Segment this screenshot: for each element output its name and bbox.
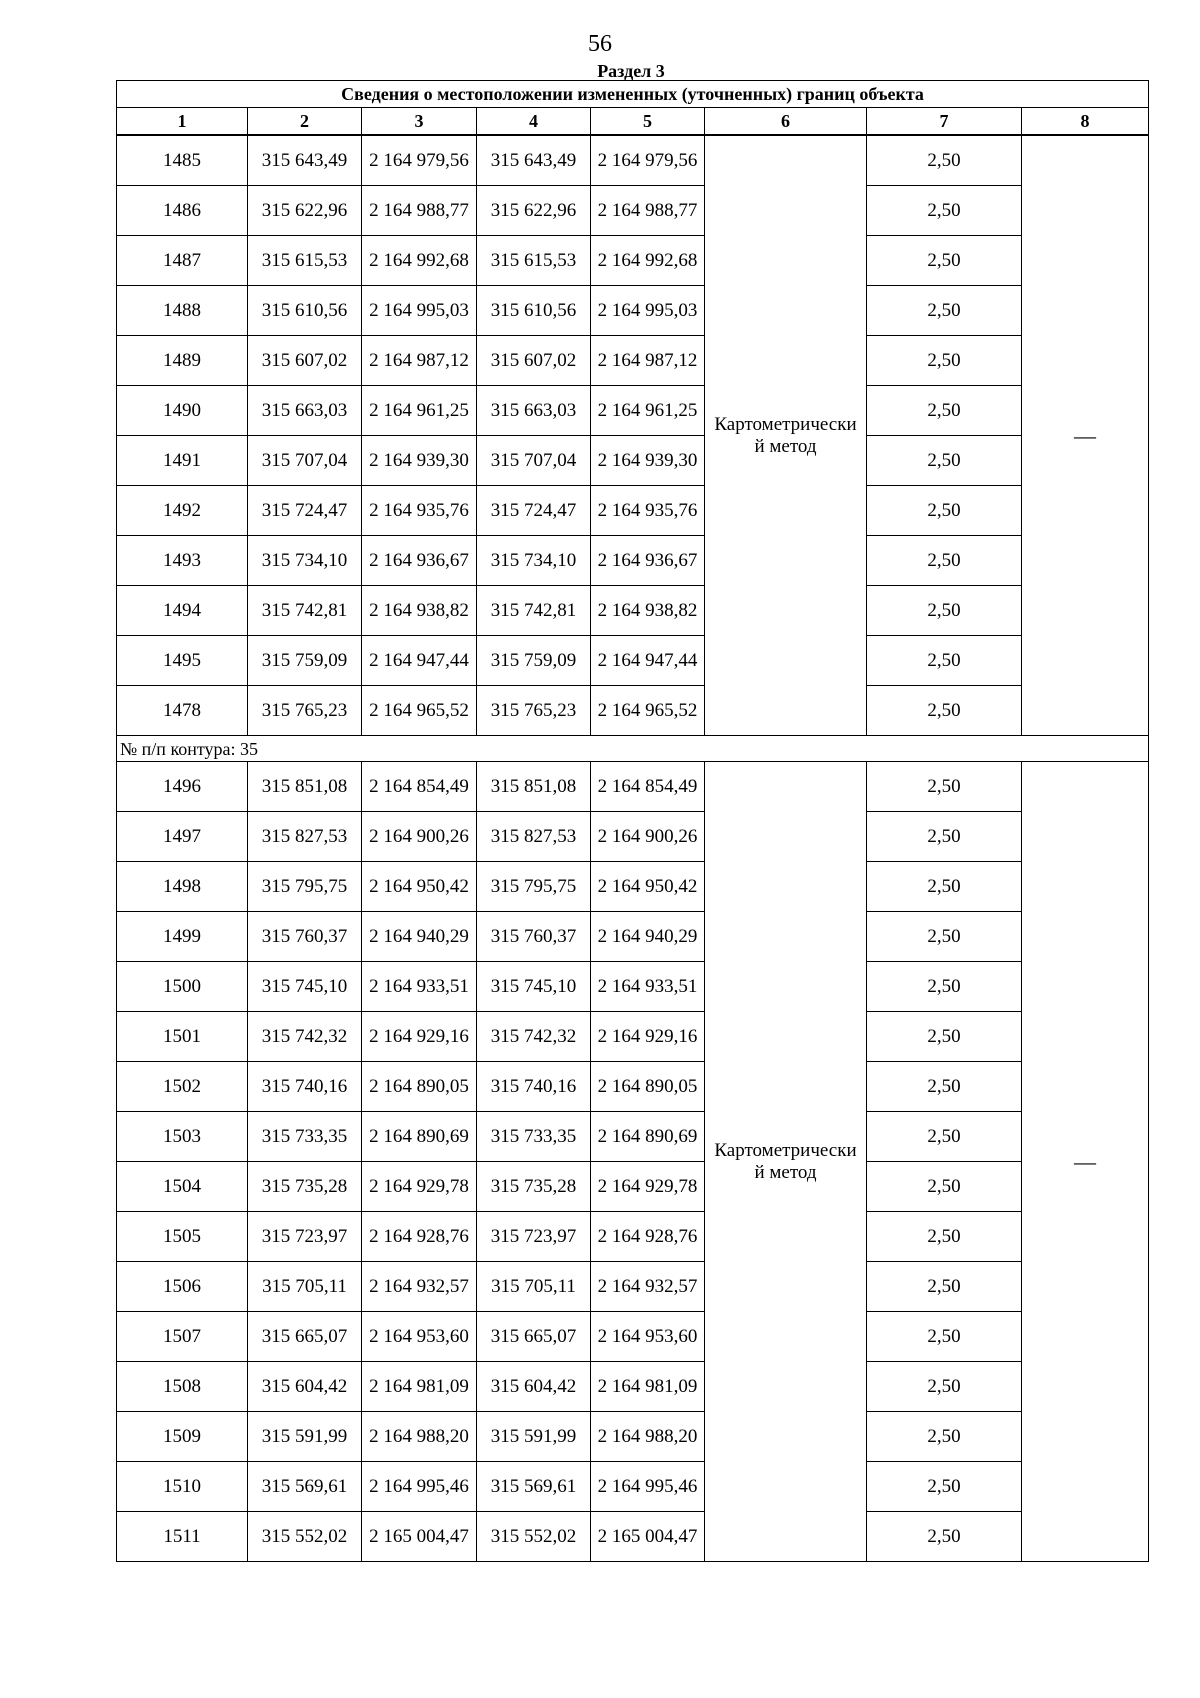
x-existing-cell: 315 723,97 xyxy=(248,1212,362,1262)
y-new-cell: 2 164 961,25 xyxy=(591,386,705,436)
point-number-cell: 1495 xyxy=(117,636,248,686)
y-new-cell: 2 164 979,56 xyxy=(591,135,705,186)
x-new-cell: 315 607,02 xyxy=(477,336,591,386)
x-new-cell: 315 765,23 xyxy=(477,686,591,736)
y-new-cell: 2 164 981,09 xyxy=(591,1362,705,1412)
x-existing-cell: 315 622,96 xyxy=(248,186,362,236)
x-new-cell: 315 663,03 xyxy=(477,386,591,436)
y-new-cell: 2 164 995,03 xyxy=(591,286,705,336)
point-number-cell: 1488 xyxy=(117,286,248,336)
table-row xyxy=(117,1412,1149,1462)
point-number-cell: 1498 xyxy=(117,862,248,912)
accuracy-cell: 2,50 xyxy=(867,336,1022,386)
x-new-cell: 315 723,97 xyxy=(477,1212,591,1262)
x-existing-cell: 315 705,11 xyxy=(248,1262,362,1312)
x-new-cell: 315 734,10 xyxy=(477,536,591,586)
accuracy-cell: 2,50 xyxy=(867,812,1022,862)
column-header-row xyxy=(117,108,1149,136)
table-row xyxy=(117,1362,1149,1412)
table-row xyxy=(117,486,1149,536)
y-existing-cell: 2 164 890,69 xyxy=(362,1112,477,1162)
x-new-cell: 315 622,96 xyxy=(477,186,591,236)
point-number-cell: 1490 xyxy=(117,386,248,436)
y-existing-cell: 2 164 929,16 xyxy=(362,1012,477,1062)
table-row xyxy=(117,1262,1149,1312)
y-existing-cell: 2 164 950,42 xyxy=(362,862,477,912)
accuracy-cell: 2,50 xyxy=(867,1312,1022,1362)
x-new-cell: 315 733,35 xyxy=(477,1112,591,1162)
point-number-cell: 1502 xyxy=(117,1062,248,1112)
x-existing-cell: 315 795,75 xyxy=(248,862,362,912)
x-new-cell: 315 610,56 xyxy=(477,286,591,336)
point-number-cell: 1478 xyxy=(117,686,248,736)
accuracy-cell: 2,50 xyxy=(867,386,1022,436)
y-new-cell: 2 164 929,78 xyxy=(591,1162,705,1212)
note-cell: — xyxy=(1022,762,1149,1562)
accuracy-cell: 2,50 xyxy=(867,236,1022,286)
y-new-cell: 2 164 947,44 xyxy=(591,636,705,686)
contour-label-row xyxy=(117,736,1149,762)
x-new-cell: 315 795,75 xyxy=(477,862,591,912)
y-existing-cell: 2 164 965,52 xyxy=(362,686,477,736)
table-row xyxy=(117,686,1149,736)
y-new-cell: 2 164 933,51 xyxy=(591,962,705,1012)
y-existing-cell: 2 164 900,26 xyxy=(362,812,477,862)
y-new-cell: 2 164 965,52 xyxy=(591,686,705,736)
table-row xyxy=(117,862,1149,912)
y-existing-cell: 2 164 988,77 xyxy=(362,186,477,236)
table-row xyxy=(117,1512,1149,1562)
point-number-cell: 1497 xyxy=(117,812,248,862)
y-existing-cell: 2 164 940,29 xyxy=(362,912,477,962)
y-new-cell: 2 164 938,82 xyxy=(591,586,705,636)
y-existing-cell: 2 164 935,76 xyxy=(362,486,477,536)
x-existing-cell: 315 615,53 xyxy=(248,236,362,286)
x-new-cell: 315 552,02 xyxy=(477,1512,591,1562)
table-row xyxy=(117,1312,1149,1362)
accuracy-cell: 2,50 xyxy=(867,686,1022,736)
x-new-cell: 315 851,08 xyxy=(477,762,591,812)
y-new-cell: 2 164 900,26 xyxy=(591,812,705,862)
contour-label: № п/п контура: 35 xyxy=(117,736,1149,762)
x-existing-cell: 315 569,61 xyxy=(248,1462,362,1512)
y-new-cell: 2 164 890,05 xyxy=(591,1062,705,1112)
table-row xyxy=(117,812,1149,862)
x-new-cell: 315 643,49 xyxy=(477,135,591,186)
point-number-cell: 1507 xyxy=(117,1312,248,1362)
y-existing-cell: 2 164 995,03 xyxy=(362,286,477,336)
y-existing-cell: 2 164 981,09 xyxy=(362,1362,477,1412)
y-new-cell: 2 164 988,20 xyxy=(591,1412,705,1462)
x-existing-cell: 315 643,49 xyxy=(248,135,362,186)
y-existing-cell: 2 164 988,20 xyxy=(362,1412,477,1462)
y-existing-cell: 2 164 890,05 xyxy=(362,1062,477,1112)
table-row xyxy=(117,286,1149,336)
point-number-cell: 1487 xyxy=(117,236,248,286)
x-new-cell: 315 759,09 xyxy=(477,636,591,686)
y-new-cell: 2 164 890,69 xyxy=(591,1112,705,1162)
accuracy-cell: 2,50 xyxy=(867,1012,1022,1062)
x-new-cell: 315 724,47 xyxy=(477,486,591,536)
column-header-2: 2 xyxy=(248,108,362,136)
note-cell: — xyxy=(1022,135,1149,736)
point-number-cell: 1508 xyxy=(117,1362,248,1412)
method-cell: Картометрически й метод xyxy=(705,135,867,736)
x-new-cell: 315 569,61 xyxy=(477,1462,591,1512)
x-existing-cell: 315 665,07 xyxy=(248,1312,362,1362)
point-number-cell: 1489 xyxy=(117,336,248,386)
point-number-cell: 1499 xyxy=(117,912,248,962)
table-caption-row xyxy=(117,81,1149,108)
table-row xyxy=(117,436,1149,486)
y-new-cell: 2 164 953,60 xyxy=(591,1312,705,1362)
point-number-cell: 1506 xyxy=(117,1262,248,1312)
accuracy-cell: 2,50 xyxy=(867,586,1022,636)
point-number-cell: 1505 xyxy=(117,1212,248,1262)
x-existing-cell: 315 733,35 xyxy=(248,1112,362,1162)
y-new-cell: 2 164 932,57 xyxy=(591,1262,705,1312)
accuracy-cell: 2,50 xyxy=(867,1412,1022,1462)
accuracy-cell: 2,50 xyxy=(867,186,1022,236)
y-new-cell: 2 164 939,30 xyxy=(591,436,705,486)
column-header-1: 1 xyxy=(117,108,248,136)
x-new-cell: 315 591,99 xyxy=(477,1412,591,1462)
y-new-cell: 2 164 936,67 xyxy=(591,536,705,586)
accuracy-cell: 2,50 xyxy=(867,1462,1022,1512)
accuracy-cell: 2,50 xyxy=(867,1112,1022,1162)
x-new-cell: 315 740,16 xyxy=(477,1062,591,1112)
x-existing-cell: 315 742,81 xyxy=(248,586,362,636)
table-row xyxy=(117,636,1149,686)
x-existing-cell: 315 707,04 xyxy=(248,436,362,486)
accuracy-cell: 2,50 xyxy=(867,286,1022,336)
x-existing-cell: 315 591,99 xyxy=(248,1412,362,1462)
x-existing-cell: 315 827,53 xyxy=(248,812,362,862)
y-existing-cell: 2 165 004,47 xyxy=(362,1512,477,1562)
y-existing-cell: 2 164 961,25 xyxy=(362,386,477,436)
point-number-cell: 1503 xyxy=(117,1112,248,1162)
accuracy-cell: 2,50 xyxy=(867,1212,1022,1262)
x-existing-cell: 315 604,42 xyxy=(248,1362,362,1412)
table-caption: Сведения о местоположении измененных (уточненных) границ объекта xyxy=(117,81,1149,108)
table-row xyxy=(117,135,1149,186)
x-existing-cell: 315 734,10 xyxy=(248,536,362,586)
y-new-cell: 2 164 929,16 xyxy=(591,1012,705,1062)
accuracy-cell: 2,50 xyxy=(867,536,1022,586)
x-existing-cell: 315 724,47 xyxy=(248,486,362,536)
table-row xyxy=(117,1462,1149,1512)
y-existing-cell: 2 164 953,60 xyxy=(362,1312,477,1362)
x-new-cell: 315 742,32 xyxy=(477,1012,591,1062)
accuracy-cell: 2,50 xyxy=(867,1262,1022,1312)
accuracy-cell: 2,50 xyxy=(867,636,1022,686)
x-existing-cell: 315 760,37 xyxy=(248,912,362,962)
column-header-3: 3 xyxy=(362,108,477,136)
accuracy-cell: 2,50 xyxy=(867,912,1022,962)
accuracy-cell: 2,50 xyxy=(867,486,1022,536)
x-new-cell: 315 705,11 xyxy=(477,1262,591,1312)
table-row xyxy=(117,186,1149,236)
point-number-cell: 1500 xyxy=(117,962,248,1012)
accuracy-cell: 2,50 xyxy=(867,1162,1022,1212)
accuracy-cell: 2,50 xyxy=(867,1512,1022,1562)
column-header-5: 5 xyxy=(591,108,705,136)
table-row xyxy=(117,536,1149,586)
table-row xyxy=(117,762,1149,812)
coordinates-table xyxy=(116,80,1149,1562)
y-new-cell: 2 164 988,77 xyxy=(591,186,705,236)
y-existing-cell: 2 164 987,12 xyxy=(362,336,477,386)
accuracy-cell: 2,50 xyxy=(867,436,1022,486)
table-row xyxy=(117,236,1149,286)
x-new-cell: 315 604,42 xyxy=(477,1362,591,1412)
y-new-cell: 2 165 004,47 xyxy=(591,1512,705,1562)
x-new-cell: 315 742,81 xyxy=(477,586,591,636)
y-new-cell: 2 164 940,29 xyxy=(591,912,705,962)
method-cell: Картометрически й метод xyxy=(705,762,867,1562)
y-existing-cell: 2 164 932,57 xyxy=(362,1262,477,1312)
y-existing-cell: 2 164 947,44 xyxy=(362,636,477,686)
y-existing-cell: 2 164 938,82 xyxy=(362,586,477,636)
y-existing-cell: 2 164 979,56 xyxy=(362,135,477,186)
y-new-cell: 2 164 987,12 xyxy=(591,336,705,386)
table-row xyxy=(117,1212,1149,1262)
x-new-cell: 315 665,07 xyxy=(477,1312,591,1362)
accuracy-cell: 2,50 xyxy=(867,962,1022,1012)
accuracy-cell: 2,50 xyxy=(867,1362,1022,1412)
y-existing-cell: 2 164 928,76 xyxy=(362,1212,477,1262)
page-number: 56 xyxy=(588,31,612,57)
accuracy-cell: 2,50 xyxy=(867,135,1022,186)
x-existing-cell: 315 610,56 xyxy=(248,286,362,336)
y-existing-cell: 2 164 992,68 xyxy=(362,236,477,286)
y-existing-cell: 2 164 854,49 xyxy=(362,762,477,812)
x-existing-cell: 315 759,09 xyxy=(248,636,362,686)
column-header-7: 7 xyxy=(867,108,1022,136)
y-existing-cell: 2 164 995,46 xyxy=(362,1462,477,1512)
x-new-cell: 315 707,04 xyxy=(477,436,591,486)
table-row xyxy=(117,336,1149,386)
column-header-6: 6 xyxy=(705,108,867,136)
x-existing-cell: 315 765,23 xyxy=(248,686,362,736)
y-new-cell: 2 164 928,76 xyxy=(591,1212,705,1262)
point-number-cell: 1504 xyxy=(117,1162,248,1212)
table-row xyxy=(117,1012,1149,1062)
y-existing-cell: 2 164 929,78 xyxy=(362,1162,477,1212)
table-row xyxy=(117,962,1149,1012)
x-existing-cell: 315 742,32 xyxy=(248,1012,362,1062)
table-row xyxy=(117,1112,1149,1162)
column-header-4: 4 xyxy=(477,108,591,136)
point-number-cell: 1510 xyxy=(117,1462,248,1512)
point-number-cell: 1486 xyxy=(117,186,248,236)
table-row xyxy=(117,1062,1149,1112)
y-new-cell: 2 164 995,46 xyxy=(591,1462,705,1512)
y-new-cell: 2 164 854,49 xyxy=(591,762,705,812)
x-existing-cell: 315 663,03 xyxy=(248,386,362,436)
point-number-cell: 1491 xyxy=(117,436,248,486)
x-new-cell: 315 735,28 xyxy=(477,1162,591,1212)
table-row xyxy=(117,912,1149,962)
section-title: Раздел 3 xyxy=(597,61,665,81)
x-existing-cell: 315 735,28 xyxy=(248,1162,362,1212)
point-number-cell: 1511 xyxy=(117,1512,248,1562)
point-number-cell: 1493 xyxy=(117,536,248,586)
accuracy-cell: 2,50 xyxy=(867,762,1022,812)
accuracy-cell: 2,50 xyxy=(867,1062,1022,1112)
y-new-cell: 2 164 935,76 xyxy=(591,486,705,536)
y-new-cell: 2 164 992,68 xyxy=(591,236,705,286)
point-number-cell: 1496 xyxy=(117,762,248,812)
table-row xyxy=(117,586,1149,636)
x-new-cell: 315 615,53 xyxy=(477,236,591,286)
point-number-cell: 1494 xyxy=(117,586,248,636)
y-existing-cell: 2 164 933,51 xyxy=(362,962,477,1012)
point-number-cell: 1492 xyxy=(117,486,248,536)
column-header-8: 8 xyxy=(1022,108,1149,136)
x-new-cell: 315 827,53 xyxy=(477,812,591,862)
point-number-cell: 1501 xyxy=(117,1012,248,1062)
y-new-cell: 2 164 950,42 xyxy=(591,862,705,912)
x-existing-cell: 315 745,10 xyxy=(248,962,362,1012)
x-new-cell: 315 760,37 xyxy=(477,912,591,962)
y-existing-cell: 2 164 936,67 xyxy=(362,536,477,586)
table-row xyxy=(117,1162,1149,1212)
x-existing-cell: 315 740,16 xyxy=(248,1062,362,1112)
point-number-cell: 1485 xyxy=(117,135,248,186)
x-existing-cell: 315 552,02 xyxy=(248,1512,362,1562)
point-number-cell: 1509 xyxy=(117,1412,248,1462)
y-existing-cell: 2 164 939,30 xyxy=(362,436,477,486)
accuracy-cell: 2,50 xyxy=(867,862,1022,912)
x-existing-cell: 315 851,08 xyxy=(248,762,362,812)
x-existing-cell: 315 607,02 xyxy=(248,336,362,386)
table-row xyxy=(117,386,1149,436)
x-new-cell: 315 745,10 xyxy=(477,962,591,1012)
